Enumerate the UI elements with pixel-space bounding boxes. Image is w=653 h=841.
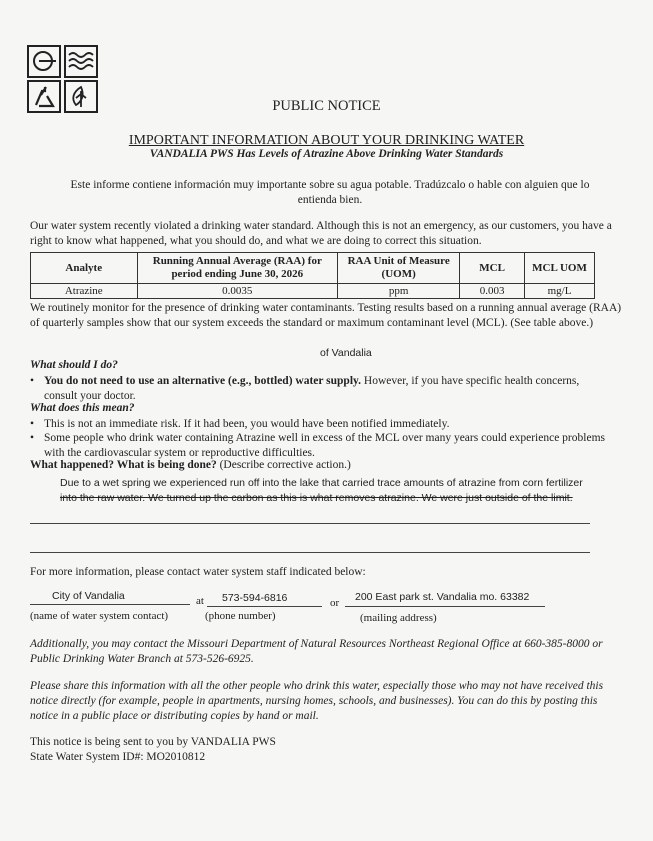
question-what-happened: What happened? What is being done? xyxy=(30,459,217,471)
phone-label: (phone number) xyxy=(205,610,276,622)
table-header: MCL xyxy=(460,253,525,284)
intro-paragraph: Our water system recently violated a drinking water standard. Although this is not an emergency, as our customers, you have a right to know what happened, what you should do, and what we are doing to correct this situation. xyxy=(30,220,612,247)
phone-value: 573-594-6816 xyxy=(222,592,288,604)
bullet-no-alternative xyxy=(30,374,622,404)
table-header: Running Annual Average (RAA) for period ending June 30, 2026 xyxy=(137,253,338,284)
notice-heading: IMPORTANT INFORMATION ABOUT YOUR DRINKING WATER xyxy=(128,133,525,148)
describe-hint: (Describe corrective action.) xyxy=(219,459,351,471)
phone-line xyxy=(207,606,322,607)
bullet-icon: • xyxy=(30,418,35,430)
corrective-action-line2: into the raw water. We turned up the carbon as this is what removes atrazine. We were just outside of the limit. xyxy=(60,492,573,504)
advice-rest: However, if you have specific health concerns, consult your doctor. xyxy=(44,375,580,402)
address-label: (mailing address) xyxy=(360,612,437,624)
contact-name-label: (name of water system contact) xyxy=(30,610,169,622)
spanish-notice: Este informe contiene información muy importante sobre su agua potable. Tradúzcalo o hable con alguien que lo entienda bien. xyxy=(70,179,590,206)
table-header-row xyxy=(31,253,595,284)
notice-title: PUBLIC NOTICE xyxy=(272,98,381,114)
of-vandalia-text: of Vandalia xyxy=(320,347,372,359)
notice-subheading: VANDALIA PWS Has Levels of Atrazine Above Drinking Water Standards xyxy=(149,148,504,160)
at-text: at xyxy=(196,595,204,607)
table-cell: Atrazine xyxy=(31,284,138,299)
table-cell: 0.003 xyxy=(460,284,525,299)
share-paragraph: Please share this information with all the other people who drink this water, especially those who may not have received this notice directly (for example, people in apartments, nursing homes, schools, and businesses). You can do this by posting this notice in a public place or distributing copies by hand or mail. xyxy=(30,680,604,722)
bullet-icon: • xyxy=(30,375,35,387)
blank-line xyxy=(30,552,590,553)
table-header: Analyte xyxy=(31,253,138,284)
what-happened-line xyxy=(30,459,351,471)
contact-name-line xyxy=(30,604,190,605)
bullet-text xyxy=(44,374,614,403)
corrective-action-text xyxy=(60,476,620,506)
address-value: 200 East park st. Vandalia mo. 63382 xyxy=(355,591,530,603)
table-cell: 0.0035 xyxy=(137,284,338,299)
question-what-does-this-mean: What does this mean? xyxy=(30,402,135,414)
monitoring-paragraph: We routinely monitor for the presence of drinking water contaminants. Testing results based on a running annual average (RAA) of quarterly samples show that our system exceeds the standard or maximum contaminant level (MCL). (See table above.) xyxy=(30,302,622,329)
more-info-text: For more information, please contact water system staff indicated below: xyxy=(30,566,366,578)
results-table xyxy=(30,252,595,299)
bullet-text: Some people who drink water containing Atrazine well in excess of the MCL over many years could experience problems with the cardiovascular system or reproductive difficulties. xyxy=(44,432,605,459)
bullet-health-effects xyxy=(30,431,622,461)
table-header: RAA Unit of Measure (UOM) xyxy=(338,253,460,284)
bullet-text: This is not an immediate risk. If it had been, you would have been notified immediately. xyxy=(44,418,450,430)
table-row xyxy=(31,284,595,299)
table-cell: ppm xyxy=(338,284,460,299)
bold-advice: You do not need to use an alternative (e.g., bottled) water supply. xyxy=(44,375,362,387)
blank-line xyxy=(30,523,590,524)
sent-by-text: This notice is being sent to you by VANDALIA PWS xyxy=(30,736,276,748)
corrective-action-line1: Due to a wet spring we experienced run off into the lake that carried trace amounts of atrazine from corn fertilizer xyxy=(60,477,583,489)
table-header: MCL UOM xyxy=(525,253,595,284)
sender-info xyxy=(30,735,622,765)
address-line xyxy=(345,606,545,607)
system-id-text: State Water System ID#: MO2010812 xyxy=(30,751,206,763)
or-text: or xyxy=(330,597,340,609)
additional-contact-paragraph: Additionally, you may contact the Missouri Department of Natural Resources Northeast Regional Office at 660-385-8000 or Public Drinking Water Branch at 573-526-6925. xyxy=(30,638,603,665)
question-what-should-i-do: What should I do? xyxy=(30,359,118,371)
bullet-no-immediate-risk xyxy=(30,417,622,432)
table-cell: mg/L xyxy=(525,284,595,299)
contact-name-value: City of Vandalia xyxy=(52,590,125,602)
bullet-icon: • xyxy=(30,432,35,444)
